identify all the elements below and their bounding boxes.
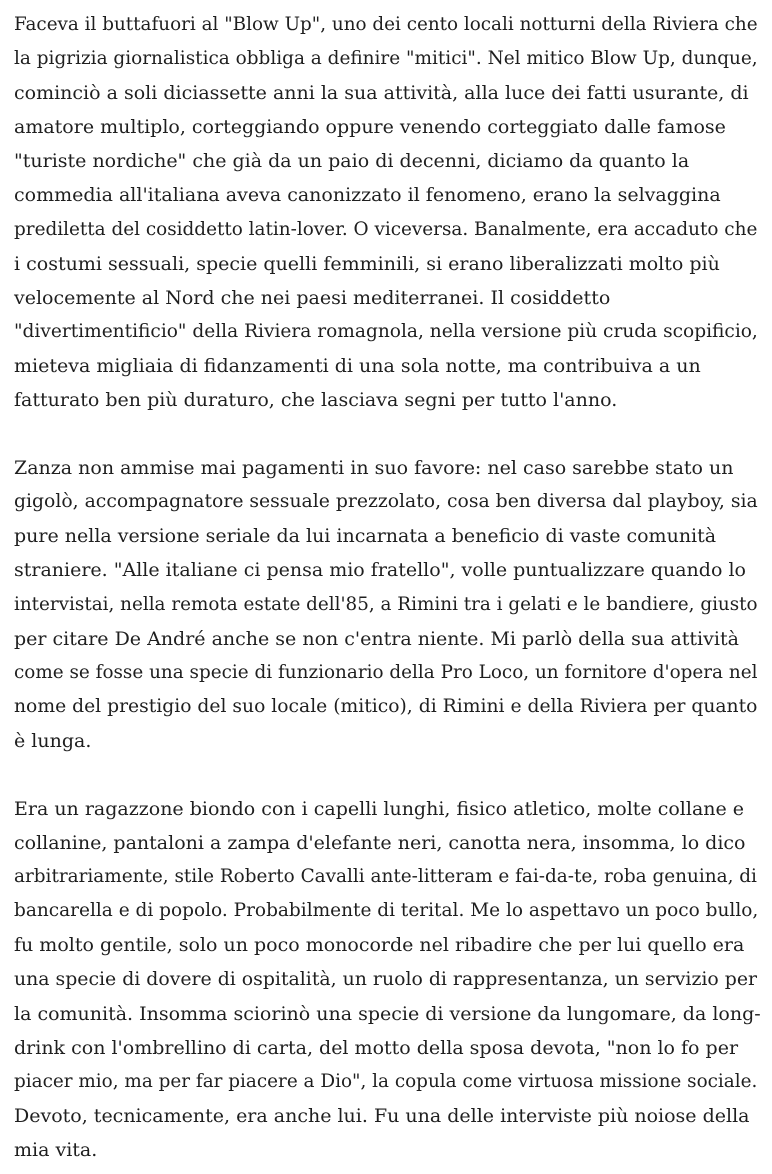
paragraph-line: come se fosse una specie di funzionario della Pro Loco, un fornitore d'opera nel bbox=[14, 661, 758, 683]
paragraph-line: Zanza non ammise mai pagamenti in suo favore: nel caso sarebbe stato un bbox=[14, 457, 734, 480]
paragraph-line: per citare De André anche se non c'entra niente. Mi parlò della sua attività bbox=[14, 627, 739, 650]
paragraph-line: pure nella versione seriale da lui incarnata a beneficio di vaste comunità bbox=[14, 525, 717, 548]
paragraph-line: i costumi sessuali, specie quelli femminili, si erano liberalizzati molto più bbox=[14, 252, 720, 275]
article-body bbox=[14, 8, 762, 1167]
paragraph-line: amatore multiplo, corteggiando oppure venendo corteggiato dalle famose bbox=[14, 116, 726, 139]
paragraph-line: la pigrizia giornalistica obbliga a definire "mitici". Nel mitico Blow Up, dunque, bbox=[14, 48, 758, 70]
paragraph-line: velocemente al Nord che nei paesi mediterranei. Il cosiddetto bbox=[14, 286, 611, 309]
paragraph-line: gigolò, accompagnatore sessuale prezzolato, cosa ben diversa dal playboy, sia bbox=[14, 491, 758, 513]
paragraph-line: "divertimentificio" della Riviera romagnola, nella versione più cruda scopificio, bbox=[14, 320, 758, 342]
paragraph-line: Era un ragazzone biondo con i capelli lunghi, fisico atletico, molte collane e bbox=[14, 797, 745, 820]
article-paragraph-1 bbox=[14, 8, 762, 417]
paragraph-line: la comunità. Insomma sciorinò una specie di versione da lungomare, da long- bbox=[14, 1002, 761, 1025]
paragraph-line: commedia all'italiana aveva canonizzato il fenomeno, erano la selvaggina bbox=[14, 184, 721, 207]
paragraph-line: cominciò a soli diciassette anni la sua attività, alla luce dei fatti usurante, di bbox=[14, 82, 749, 105]
paragraph-line: Faceva il buttafuori al "Blow Up", uno dei cento locali notturni della Riviera che bbox=[14, 14, 758, 35]
paragraph-line: piacer mio, ma per far piacere a Dio", la copula come virtuosa missione sociale. bbox=[14, 1070, 758, 1092]
paragraph-line: collanine, pantaloni a zampa d'elefante neri, canotta nera, insomma, lo dico bbox=[14, 832, 746, 855]
paragraph-line: drink con l'ombrellino di carta, del motto della sposa devota, "non lo fo per bbox=[14, 1036, 739, 1059]
paragraph-line: prediletta del cosiddetto latin-lover. O viceversa. Banalmente, era accaduto che bbox=[14, 218, 758, 240]
paragraph-line: bancarella e di popolo. Probabilmente di terital. Me lo aspettavo un poco bullo, bbox=[14, 900, 759, 922]
paragraph-line: mia vita. bbox=[14, 1138, 98, 1161]
paragraph-line: fu molto gentile, solo un poco monocorde nel ribadire che per lui quello era bbox=[14, 934, 745, 957]
paragraph-line: fatturato ben più duraturo, che lasciava segni per tutto l'anno. bbox=[14, 389, 618, 412]
paragraph-line: straniere. "Alle italiane ci pensa mio fratello", volle puntualizzare quando lo bbox=[14, 559, 746, 582]
article-paragraph-3 bbox=[14, 792, 762, 1167]
paragraph-line: arbitrariamente, stile Roberto Cavalli ante-litteram e fai-da-te, roba genuina, di bbox=[14, 866, 757, 888]
article-paragraph-2 bbox=[14, 451, 762, 758]
paragraph-line: una specie di dovere di ospitalità, un ruolo di rappresentanza, un servizio per bbox=[14, 968, 758, 991]
paragraph-line: Devoto, tecnicamente, era anche lui. Fu una delle interviste più noiose della bbox=[14, 1104, 750, 1127]
paragraph-line: "turiste nordiche" che già da un paio di decenni, diciamo da quanto la bbox=[14, 150, 690, 173]
paragraph-line: intervistai, nella remota estate dell'85, a Rimini tra i gelati e le bandiere, giusto bbox=[14, 593, 758, 615]
paragraph-line: nome del prestigio del suo locale (mitico), di Rimini e della Riviera per quanto bbox=[14, 695, 758, 717]
paragraph-line: mieteva migliaia di fidanzamenti di una sola notte, ma contribuiva a un bbox=[14, 354, 701, 377]
paragraph-line: è lunga. bbox=[14, 729, 92, 752]
